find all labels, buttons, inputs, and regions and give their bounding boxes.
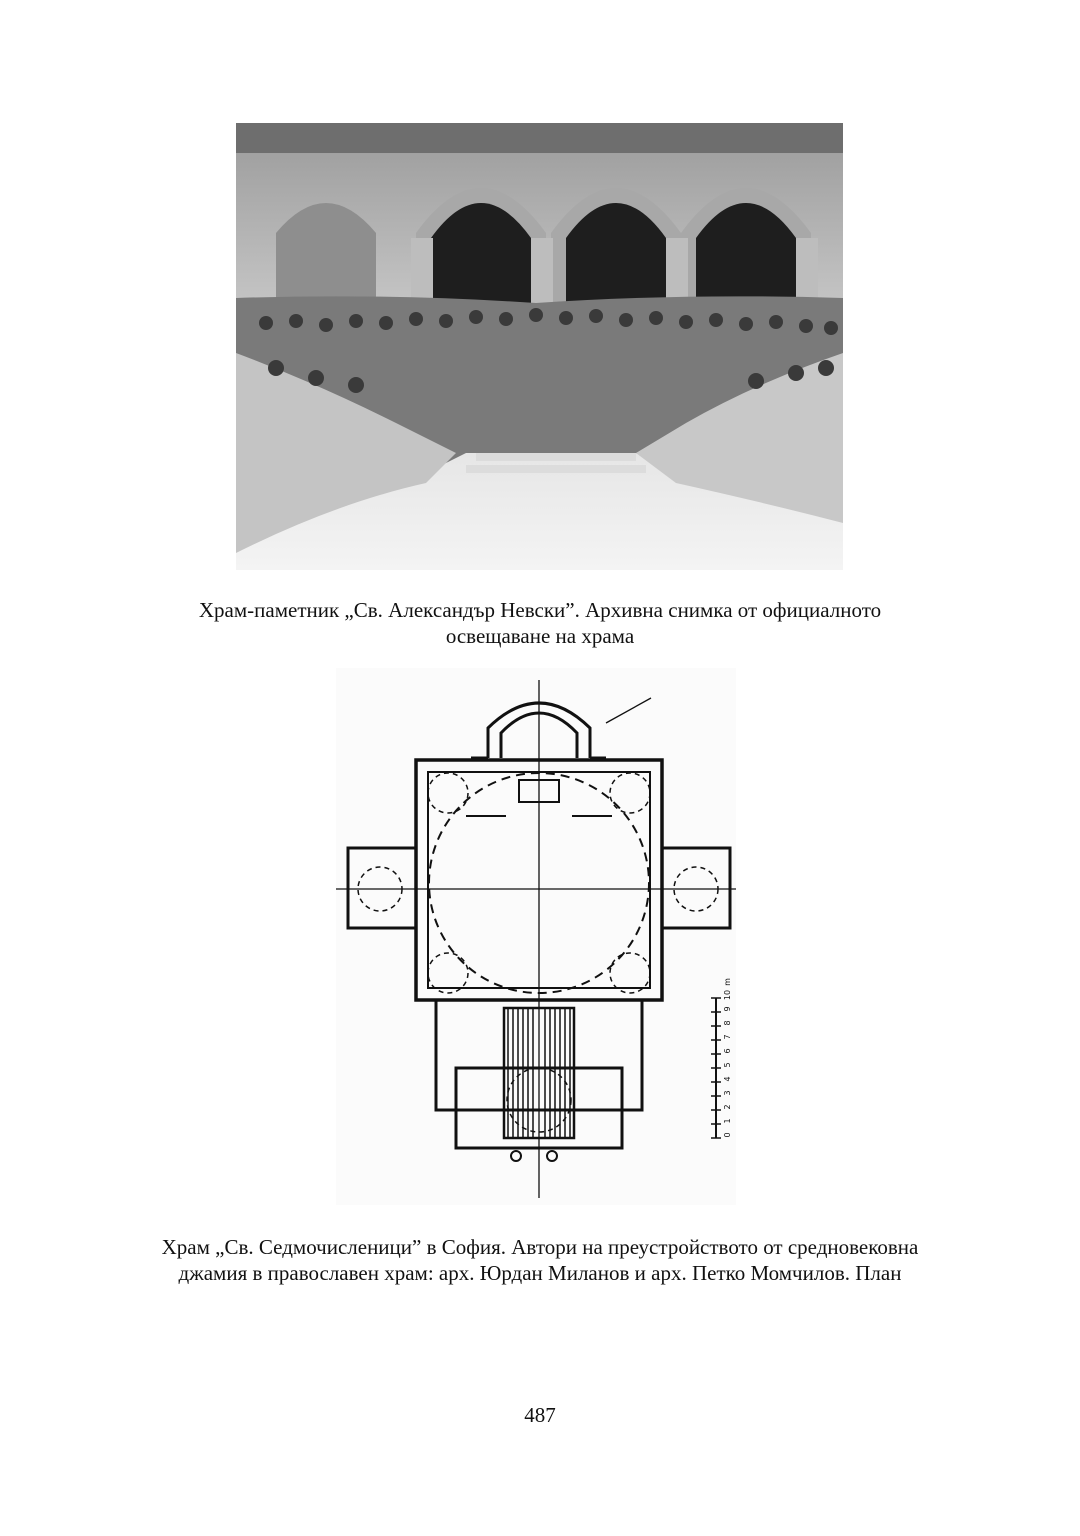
scale-bar bbox=[711, 978, 732, 1138]
scale-label: 4 bbox=[723, 1076, 732, 1082]
scale-label: 6 bbox=[723, 1048, 732, 1054]
scale-label: 3 bbox=[723, 1090, 732, 1096]
plan-caption-line-2: джамия в православен храм: арх. Юрдан Миланов и арх. Петко Момчилов. План bbox=[178, 1261, 902, 1285]
page-number: 487 bbox=[524, 1403, 556, 1427]
scale-label: 8 bbox=[723, 1020, 732, 1026]
scale-label: 10 bbox=[723, 989, 732, 1001]
photo-caption-line-1: Храм-паметник „Св. Александър Невски”. Архивна снимка от официалното bbox=[198, 598, 882, 622]
scale-label: 7 bbox=[723, 1034, 732, 1040]
photo-caption-line-2: освещаване на храма bbox=[445, 624, 635, 648]
cathedral-consecration-photo bbox=[236, 123, 843, 570]
floor-plan-drawing bbox=[336, 668, 736, 1205]
scale-label: 9 bbox=[723, 1006, 732, 1012]
plan-caption-line-1: Храм „Св. Седмочисленици” в София. Автори на преустройството от средновековна bbox=[161, 1235, 919, 1259]
photo-caption bbox=[60, 597, 1020, 649]
scale-label: 0 bbox=[723, 1132, 732, 1138]
plan-axes bbox=[336, 680, 736, 1198]
scale-label: 1 bbox=[723, 1118, 732, 1124]
scale-label: 5 bbox=[723, 1062, 732, 1068]
scale-unit: m bbox=[723, 978, 732, 986]
entrance-columns bbox=[511, 1151, 557, 1161]
scale-label: 2 bbox=[723, 1104, 732, 1110]
plan-caption bbox=[60, 1234, 1020, 1286]
photo-illustration bbox=[236, 123, 843, 570]
church-floor-plan bbox=[336, 668, 736, 1205]
